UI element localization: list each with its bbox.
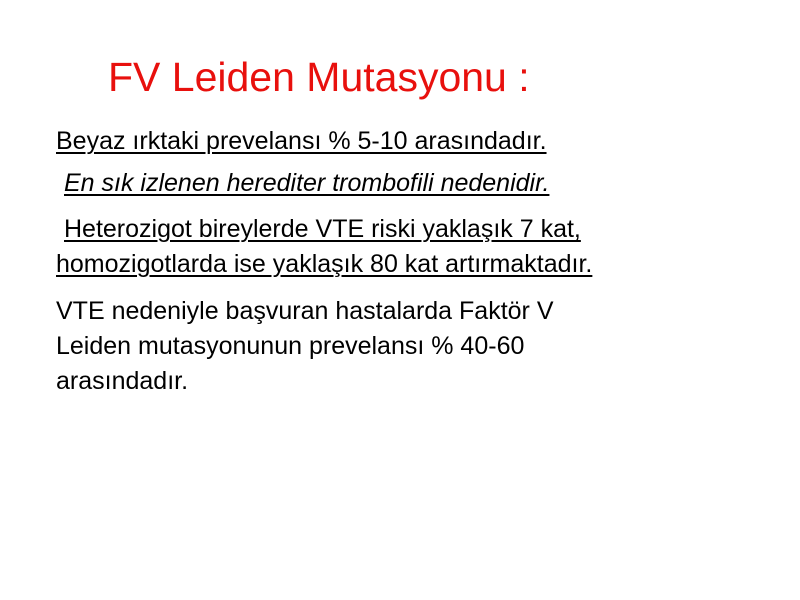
- paragraph-line: Leiden mutasyonunun prevelansı % 40-60: [56, 332, 525, 360]
- paragraph-prevalence-white-race: [56, 124, 776, 159]
- paragraph-text: En sık izlenen herediter trombofili nedenidir.: [64, 169, 550, 197]
- paragraph-line: arasındadır.: [56, 367, 189, 395]
- paragraph-vte-risk: [56, 212, 776, 282]
- paragraph-line: Heterozigot bireylerde VTE riski yaklaşık 7 kat,: [64, 215, 581, 243]
- slide-title: FV Leiden Mutasyonu :: [108, 54, 530, 100]
- paragraph-text: Beyaz ırktaki prevelansı % 5-10 arasındadır.: [56, 127, 547, 155]
- paragraph-line: VTE nedeniyle başvuran hastalarda Faktör V: [56, 297, 554, 325]
- paragraph-most-common-cause: [56, 166, 776, 201]
- paragraph-vte-patients-prevalence: [56, 294, 776, 399]
- paragraph-line: homozigotlarda ise yaklaşık 80 kat artırmaktadır.: [56, 250, 593, 278]
- slide-body: [56, 124, 776, 399]
